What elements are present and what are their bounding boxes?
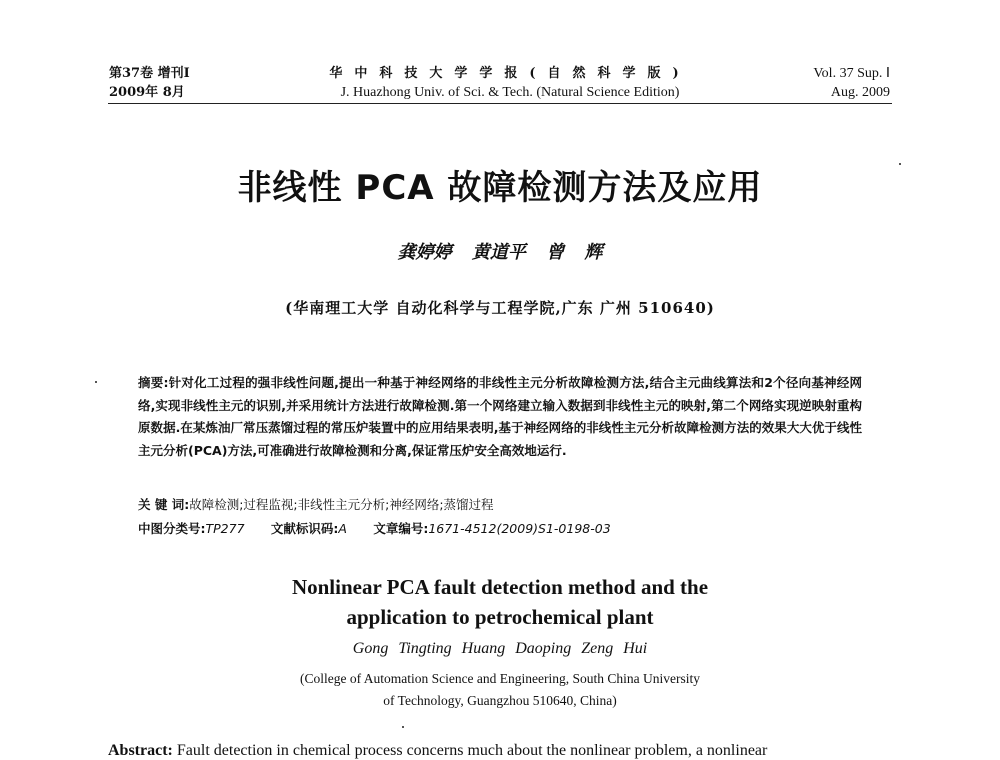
clc-label: 中图分类号: bbox=[138, 521, 206, 536]
paper-title-en-line1: Nonlinear PCA fault detection method and the bbox=[291, 575, 709, 599]
abstract-en bbox=[108, 742, 898, 760]
abstract-en-label: Abstract: bbox=[108, 742, 173, 759]
abstract-en-text: Fault detection in chemical process concerns much about the nonlinear problem, a nonlinear bbox=[172, 742, 768, 759]
journal-name-cn: 华中科技大学学报(自然科学版) bbox=[329, 66, 691, 81]
authors-cn: 龚婷婷 黄道平 曾 辉 bbox=[397, 242, 603, 263]
header-rule bbox=[108, 103, 892, 104]
affiliation-cn: (华南理工大学 自动化科学与工程学院,广东 广州 510640) bbox=[285, 299, 715, 317]
authors-en: Gong Tingting Huang Daoping Zeng Hui bbox=[352, 640, 648, 657]
abstract-cn-label: 摘要: bbox=[138, 375, 169, 390]
paper-title-en bbox=[0, 572, 1000, 632]
keywords-text: 故障检测;过程监视;非线性主元分析;神经网络;蒸馏过程 bbox=[189, 497, 494, 512]
affiliation-en-line1: (College of Automation Science and Engineering, South China University bbox=[299, 671, 701, 686]
affiliation-en-line2: of Technology, Guangzhou 510640, China) bbox=[383, 693, 617, 708]
classification-line bbox=[138, 519, 862, 537]
journal-volume-en bbox=[760, 64, 890, 102]
doc-code-label: 文献标识码: bbox=[270, 521, 339, 536]
scan-speck bbox=[402, 726, 404, 728]
keywords-label: 关 键 词: bbox=[138, 497, 190, 512]
doc-code-value: A bbox=[338, 521, 347, 536]
publication-date-cn: 2009年 8月 bbox=[109, 85, 185, 100]
publication-date-en: Aug. 2009 bbox=[830, 85, 890, 100]
abstract-cn bbox=[138, 372, 862, 462]
journal-name-en: J. Huazhong Univ. of Sci. & Tech. (Natural Science Edition) bbox=[340, 85, 680, 100]
paper-title-cn: 非线性 PCA 故障检测方法及应用 bbox=[237, 168, 763, 208]
scan-speck bbox=[95, 381, 97, 383]
keywords bbox=[138, 495, 862, 513]
scan-speck bbox=[899, 163, 901, 165]
journal-volume-info bbox=[109, 64, 190, 102]
volume-issue: 第37卷 增刊Ⅰ bbox=[109, 66, 190, 81]
affiliation-en bbox=[0, 668, 1000, 712]
volume-en: Vol. 37 Sup. Ⅰ bbox=[813, 66, 890, 81]
article-id-value: 1671-4512(2009)S1-0198-03 bbox=[428, 521, 611, 536]
article-id-label: 文章编号: bbox=[373, 521, 429, 536]
paper-title-en-line2: application to petrochemical plant bbox=[346, 605, 654, 629]
journal-name bbox=[250, 64, 770, 102]
clc-value: TP277 bbox=[205, 521, 245, 536]
abstract-cn-text: 针对化工过程的强非线性问题,提出一种基于神经网络的非线性主元分析故障检测方法,结合主元曲线算法和2个径向基神经网络,实现非线性主元的识别,并采用统计方法进行故障检测.第一个网络建立输入数据到非线性主元的映射,第二个网络实现逆映射重构原数据.在某炼油厂常压蒸馏过程的常压炉装置中的应用结果表明,基于神经网络的非线性主元分析故障检测方法的效果大大优于线性主元分析(PCA)方法,可准确进行故障检测和分离,保证常压炉安全高效地运行. bbox=[138, 375, 863, 458]
